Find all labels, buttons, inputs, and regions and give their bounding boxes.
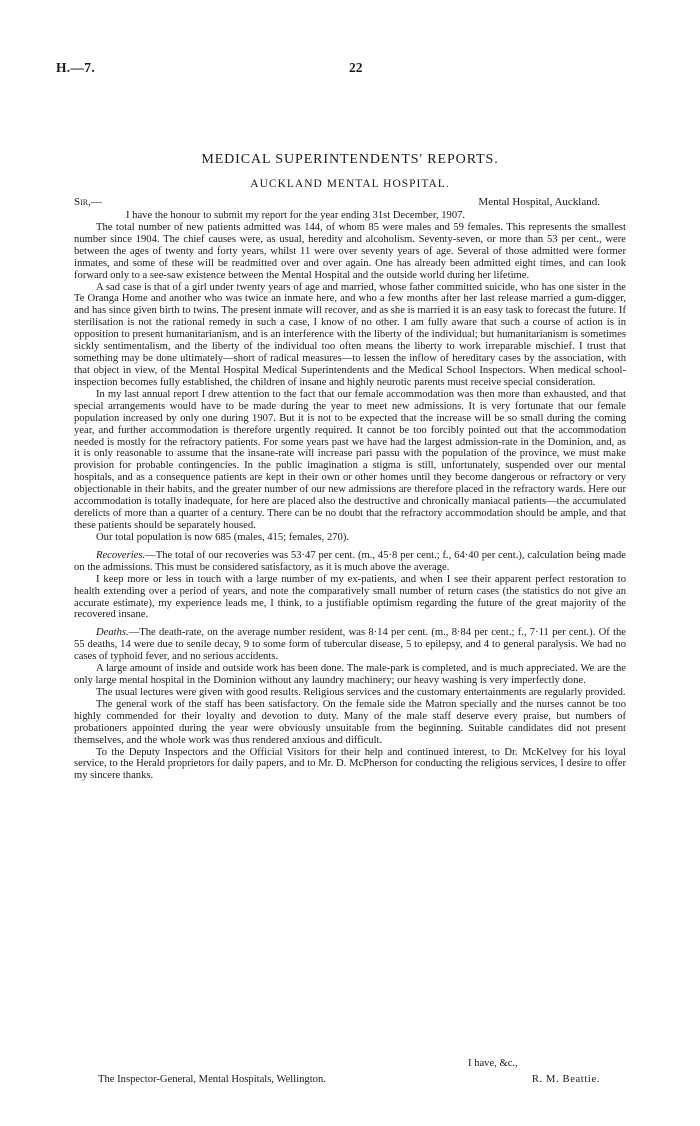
paragraph-lectures: The usual lectures were given with good results. Religious services and the customary entertainments are regularly provided. xyxy=(96,686,626,698)
paragraph-thanks: To the Deputy Inspectors and the Official Visitors for their help and continued interest, to Dr. McKelvey for his loyal service, to the Herald proprietors for daily papers, and to Mr. D. McPherson for conducting the religious services, I desire to offer my sincere thanks. xyxy=(74,746,626,782)
letter-place: Mental Hospital, Auckland. xyxy=(478,196,600,208)
signature: R. M. Beattie. xyxy=(531,1074,600,1085)
report-title: MEDICAL SUPERINTENDENTS' REPORTS. xyxy=(201,152,499,168)
paragraph-accommodation: In my last annual report I drew attention to the fact that our female accommodation was then more than exhausted, and that special arrangements would have to be made during the year to meet new admissions. It is very fortunate that our female population increased by only one during 1907. But it is not to be expected that the increase will be so small during the coming year, and further accommodation is therefore urgently required. It cannot be too forcibly pointed out that the accommodation needed is mostly for the refractory patients. For some years past we have had the largest admission-rate in the Dominion, and, as it is only reasonable to assume that the insane-rate will increase pari passu with the population of the province, we must make provision for probable contingencies. In the public imagination a stigma is still, unfortunately, suspended over our mental hospitals, and as a consequence patients are kept in their own or other homes until they become dangerous or refractory or very objectionable in their habits, and the greater number of our new admissions are therefore placed in the refractory wards. Here our accommodation is totally inadequate, for here are placed also the destructive and chronically maniacal patients—the accumulated derelicts of more than a quarter of a century. There can be no doubt that the refractory accommodation should be ample, and that these patients should be separately housed. xyxy=(74,388,626,531)
page-number: 22 xyxy=(349,60,363,75)
paragraph-admissions: The total number of new patients admitted was 144, of whom 85 were males and 59 females. This represents the smallest number since 1904. The chief causes were, as usual, heredity and alcoholism. Seventy-seven, or more than 53 per cent., were between the ages of twenty and forty years, whilst 11 were over seventy years of age. Several of those admitted were former inmates, and some of these will be readmitted over and over again. One has already been admitted eight times, and can look forward only to a see-saw existence between the Mental Hospital and the outside world during her lifetime. xyxy=(74,221,626,281)
salutation: Sir,— xyxy=(74,196,102,208)
recoveries-heading: Recoveries. xyxy=(96,549,146,561)
hospital-heading: AUCKLAND MENTAL HOSPITAL. xyxy=(250,178,450,190)
header-reference: H.—7. xyxy=(56,60,96,75)
addressee: The Inspector-General, Mental Hospitals, Wellington. xyxy=(98,1074,326,1085)
paragraph-recoveries: Recoveries.—The total of our recoveries was 53·47 per cent. (m., 45·8 per cent.; f., 64·40 per cent.), calculation being made on the admissions. This must be considered satisfactory, as it is much above the average. xyxy=(74,549,626,573)
paragraph-sad-case: A sad case is that of a girl under twenty years of age and married, whose father committed suicide, who has one sister in the Te Oranga Home and another who was twice an inmate here, and who a few months after her last release married a gum-digger, and has since given birth to twins. The present inmate will recover, and as she is married it is an easy task to forecast the future. If sterilisation is not the rational remedy in such a case, I know of no other. I am fully aware that such a course of action is in opposition to present humanitarianism, and is an interference with the liberty of the individual; but humanitarianism is sometimes sickly sentimentalism, and the liberty of the individual too often means the liberty to work irreparable mischief. I trust that something may be done ultimately—short of radical measures—to lessen the inflow of hereditary cases by the association, with that object in view, of the Mental Hospital Medical Superintendents and the Medical School Inspectors. When medical school-inspection becomes fully established, the children of insane and highly neurotic parents must receive special consideration. xyxy=(74,281,626,388)
paragraph-ex-patients: I keep more or less in touch with a large number of my ex-patients, and when I see their apparent perfect restoration to health extending over a period of years, and note the comparatively small number of return cases (the statistics do not give an accurate estimate), my experience leads me, I think, to a justifiable optimism regarding the future of the great majority of the recovered insane. xyxy=(74,573,626,621)
paragraph-staff: The general work of the staff has been satisfactory. On the female side the Matron specially and the nurses cannot be too highly commended for their loyalty and devotion to duty. Many of the male staff deserve every praise, but numbers of probationers appointed during the year were obviously unsuitable from the beginning. Suitable candidates did not present themselves, and the whole work was thus rendered anxious and difficult. xyxy=(74,698,626,746)
closing-line: I have, &c., xyxy=(468,1058,518,1069)
paragraph-intro: I have the honour to submit my report for the year ending 31st December, 1907. xyxy=(126,210,466,221)
paragraph-population: Our total population is now 685 (males, 415; females, 270). xyxy=(96,531,350,543)
deaths-heading: Deaths. xyxy=(96,627,129,639)
report-body xyxy=(74,210,626,782)
paragraph-works: A large amount of inside and outside work has been done. The male-park is completed, and is much appreciated. We are the only large mental hospital in the Dominion without any laundry machinery; our heavy washing is very imperfectly done. xyxy=(74,663,626,687)
paragraph-deaths: Deaths.—The death-rate, on the average number resident, was 8·14 per cent. (m., 8·84 per cent.; f., 7·11 per cent.). Of the 55 deaths, 14 were due to senile decay, 9 to some form of tubercular disease, 5 to epilepsy, and 4 to general paralysis. We had no cases of typhoid fever, and no serious accidents. xyxy=(74,627,626,663)
